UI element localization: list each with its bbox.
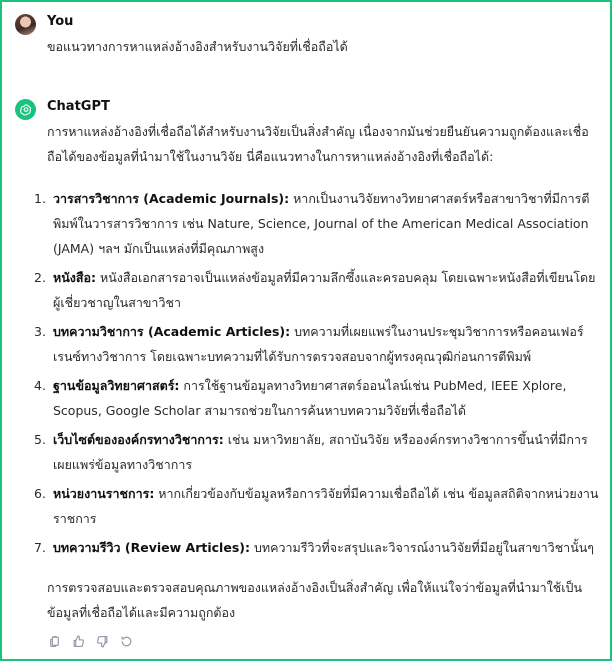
- list-item-text: เช่น มหาวิทยาลัย, สถาบันวิจัย หรือองค์กรทางวิชาการขึ้นนำที่มีการเผยแพร่ข้อมูลทางวิชาการ: [53, 432, 588, 472]
- list-item-number: 1.: [34, 191, 46, 206]
- openai-logo-icon: [19, 103, 33, 117]
- list-item-title: หน่วยงานราชการ:: [53, 486, 155, 501]
- thumbs-down-icon: [96, 635, 109, 648]
- list-item-title: ฐานข้อมูลวิทยาศาสตร์:: [53, 378, 180, 393]
- list-item-text: บทความรีวิวที่จะสรุปและวิจารณ์งานวิจัยที่มีอยู่ในสาขาวิชานั้นๆ: [249, 540, 594, 555]
- chatgpt-avatar: [15, 99, 36, 120]
- list-item: [27, 319, 602, 369]
- reference-list: [27, 186, 602, 564]
- list-item-number: 6.: [34, 486, 46, 501]
- user-name: You: [47, 14, 74, 29]
- copy-button[interactable]: [46, 633, 62, 649]
- assistant-outro: การตรวจสอบและตรวจสอบคุณภาพของแหล่งอ้างอิงเป็นสิ่งสำคัญ เพื่อให้แน่ใจว่าข้อมูลที่นำมาใช้เป็นข้อมูลที่เชื่อถือได้และมีความถูกต้อง: [47, 580, 583, 620]
- list-item-number: 4.: [34, 378, 46, 393]
- thumbs-up-button[interactable]: [70, 633, 86, 649]
- list-item-title: บทความวิชาการ (Academic Articles):: [53, 324, 291, 339]
- list-item-title: เว็บไซต์ขององค์กรทางวิชาการ:: [53, 432, 224, 447]
- list-item-text: การใช้ฐานข้อมูลทางวิทยาศาสตร์ออนไลน์เช่น PubMed, IEEE Xplore, Scopus, Google Scholar สามารถช่วยในการค้นหาบทความวิจัยที่เชื่อถือได้: [53, 378, 567, 418]
- list-item-number: 2.: [34, 270, 46, 285]
- list-item: [27, 535, 602, 560]
- list-item-text: หากเกี่ยวข้องกับข้อมูลหรือการวิจัยที่มีความเชื่อถือได้ เช่น ข้อมูลสถิติจากหน่วยงานราชการ: [53, 486, 599, 526]
- list-item: [27, 265, 602, 315]
- list-item: [27, 373, 602, 423]
- list-item-number: 7.: [34, 540, 46, 555]
- list-item-title: บทความรีวิว (Review Articles):: [53, 540, 250, 555]
- regenerate-icon: [120, 635, 133, 648]
- list-item: [27, 427, 602, 477]
- list-item-text: หากเป็นงานวิจัยทางวิทยาศาสตร์หรือสาขาวิชาที่มีการตีพิมพ์ในวารสารวิชาการ เช่น Nature, Science, Journal of the American Medical Association (JAMA) ฯลฯ มักเป็นแหล่งที่มีคุณภาพสูง: [53, 191, 590, 256]
- list-item-title: วารสารวิชาการ (Academic Journals):: [53, 191, 290, 206]
- copy-icon: [48, 635, 61, 648]
- list-item-text: หนังสือเอกสารอาจเป็นแหล่งข้อมูลที่มีความลึกซึ้งและครอบคลุม โดยเฉพาะหนังสือที่เขียนโดยผู้เชี่ยวชาญในสาขาวิชา: [53, 270, 596, 310]
- list-item-text: บทความที่เผยแพร่ในงานประชุมวิชาการหรือคอนเฟอร์เรนซ์ทางวิชาการ โดยเฉพาะบทความที่ได้รับการตรวจสอบจากผู้ทรงคุณวุฒิก่อนการตีพิมพ์: [53, 324, 584, 364]
- list-item: [27, 481, 602, 531]
- assistant-name: ChatGPT: [47, 99, 110, 114]
- list-item-number: 3.: [34, 324, 46, 339]
- user-avatar: [15, 14, 36, 35]
- user-message-text: ขอแนวทางการหาแหล่งอ้างอิงสำหรับงานวิจัยที่เชื่อถือได้: [47, 39, 348, 54]
- message-actions: [46, 633, 134, 649]
- regenerate-button[interactable]: [118, 633, 134, 649]
- thumbs-down-button[interactable]: [94, 633, 110, 649]
- list-item: [27, 186, 602, 261]
- list-item-number: 5.: [34, 432, 46, 447]
- assistant-intro: การหาแหล่งอ้างอิงที่เชื่อถือได้สำหรับงานวิจัยเป็นสิ่งสำคัญ เนื่องจากมันช่วยยืนยันความถูกต้องและเชื่อถือได้ของข้อมูลที่นำมาใช้ในงานวิจัย นี่คือแนวทางในการหาแหล่งอ้างอิงที่เชื่อถือได้:: [47, 124, 589, 164]
- list-item-title: หนังสือ:: [53, 270, 97, 285]
- thumbs-up-icon: [72, 635, 85, 648]
